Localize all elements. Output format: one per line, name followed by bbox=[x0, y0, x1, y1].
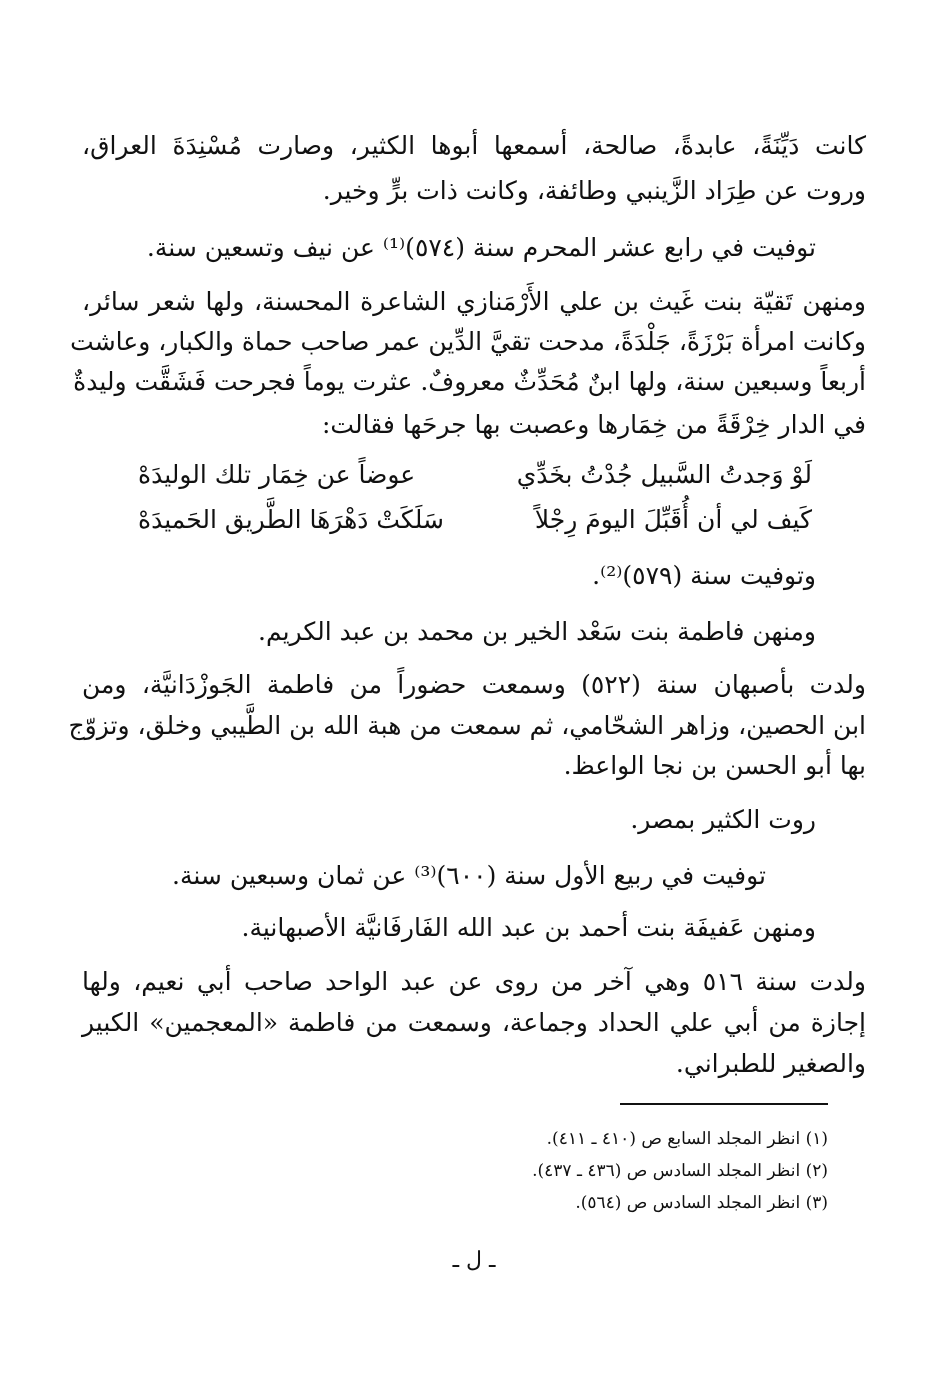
footnote-separator bbox=[620, 1103, 828, 1105]
footnote: (٣) انظر المجلد السادس ص (٥٦٤). bbox=[575, 1193, 828, 1213]
verse-first-hemistich: لَوْ وَجدتُ السَّبيل جُدْتُ بخَدِّي bbox=[516, 460, 812, 489]
text-line: ولدت سنة ٥١٦ وهي آخر من روى عن عبد الواحد صاحب أبي نعيم، ولها bbox=[82, 967, 866, 996]
text-line: والصغير للطبراني. bbox=[675, 1049, 866, 1078]
text-line: إجازة من أبي علي الحداد وجماعة، وسمعت من فاطمة «المعجمين» الكبير bbox=[82, 1008, 866, 1037]
text-line: ولدت بأصبهان سنة (٥٢٢) وسمعت حضوراً من فاطمة الجَوزْدَانيَّة، ومن bbox=[82, 670, 866, 699]
text-line: توفيت في ربيع الأول سنة (٦٠٠)⁽³⁾ عن ثمان وسبعين سنة. bbox=[172, 861, 766, 890]
footnote: (٢) انظر المجلد السادس ص (٤٣٦ ـ ٤٣٧). bbox=[532, 1161, 828, 1181]
text-line: روت الكثير بمصر. bbox=[630, 805, 816, 834]
text-line: ومنهن فاطمة بنت سَعْد الخير بن محمد بن عبد الكريم. bbox=[258, 617, 816, 646]
text-line: ومنهن عَفيفَة بنت أحمد بن عبد الله الفَارفَانيَّة الأصبهانية. bbox=[241, 913, 816, 942]
text-line: وروت عن طِرَاد الزَّينبي وطائفة، وكانت ذات برٍّ وخير. bbox=[322, 176, 866, 205]
text-line: كانت دَيِّنَةً، عابدةً، صالحة، أسمعها أبوها الكثير، وصارت مُسْنِدَةَ العراق، bbox=[82, 131, 866, 160]
text-line: وتوفيت سنة (٥٧٩)⁽²⁾. bbox=[592, 561, 816, 590]
verse-first-hemistich: كَيف لي أن أُقَبِّلَ اليومَ رِجْلاً bbox=[534, 505, 812, 534]
text-line: وكانت امرأة بَرْزَةً، جَلْدَةً، مدحت تقيَّ الدِّين عمر صاحب حماة والكبار، وعاشت bbox=[70, 327, 866, 356]
text-line: بها أبو الحسن بن نجا الواعظ. bbox=[563, 751, 866, 780]
text-line: في الدار خِرْقَةً من خِمَارها وعصبت بها جرحَها فقالت: bbox=[322, 410, 866, 439]
text-line: ابن الحصين، وزاهر الشحّامي، ثم سمعت من هبة الله بن الطَّيبي وخلق، وتزوّج bbox=[68, 711, 866, 740]
verse-second-hemistich: سَلَكَتْ دَهْرَهَا الطَّريق الحَميدَهْ bbox=[138, 505, 444, 534]
page-number: ـ ل ـ bbox=[452, 1248, 496, 1273]
verse-second-hemistich: عوضاً عن خِمَار تلك الوليدَهْ bbox=[138, 460, 416, 489]
text-line: أربعاً وسبعين سنة، ولها ابنٌ مُحَدِّثٌ معروفٌ. عثرت يوماً فجرحت فَشَقَّت وليدةٌ bbox=[73, 367, 866, 396]
text-line: ومنهن تَقيّة بنت غَيث بن علي الأَرْمَنازي الشاعرة المحسنة، ولها شعر سائر، bbox=[82, 287, 866, 316]
text-line: توفيت في رابع عشر المحرم سنة (٥٧٤)⁽¹⁾ عن نيف وتسعين سنة. bbox=[146, 233, 816, 262]
footnote: (١) انظر المجلد السابع ص (٤١٠ ـ ٤١١). bbox=[546, 1129, 828, 1149]
